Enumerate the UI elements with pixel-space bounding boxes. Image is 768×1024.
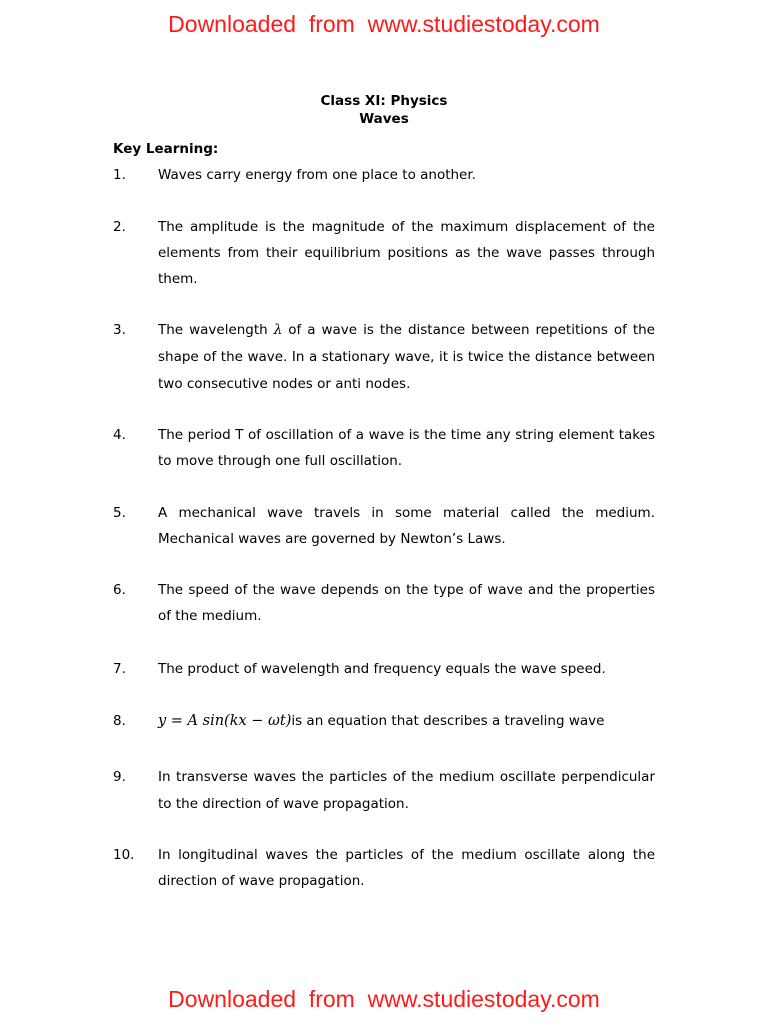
list-item-text: The amplitude is the magnitude of the maximum displacement of the elements from their equilibrium positions as the wave passes through them. — [158, 219, 655, 287]
wave-equation: y = A sin(kx − ωt) — [158, 713, 292, 729]
lambda-symbol: λ — [273, 322, 283, 338]
list-item-number: 5. — [113, 505, 126, 521]
list-item-number: 9. — [113, 769, 126, 785]
download-banner-bottom: Downloaded from www.studiestoday.com — [168, 986, 600, 1012]
list-item-text-before: The wavelength — [158, 322, 274, 338]
list-item-number: 1. — [113, 167, 126, 183]
list-item-text: The product of wavelength and frequency equals the wave speed. — [158, 661, 606, 677]
list-item-number: 3. — [113, 322, 126, 338]
list-item-text-after: is an equation that describes a traveling wave — [291, 713, 605, 729]
list-item-text: The period T of oscillation of a wave is the time any string element takes to move through one full oscillation. — [158, 427, 655, 469]
list-item-number: 8. — [113, 713, 126, 729]
list-item-number: 6. — [113, 582, 126, 598]
list-item-text: The speed of the wave depends on the type of wave and the properties of the medium. — [158, 582, 655, 624]
list-item-number: 7. — [113, 661, 126, 677]
key-learning-heading: Key Learning: — [113, 141, 219, 157]
list-item-text — [158, 317, 655, 398]
list-item-text-after: of a wave is the distance between repetitions of the shape of the wave. In a stationary wave, it is twice the distance between two consecutive nodes or anti nodes. — [158, 322, 655, 392]
document-subtitle: Waves — [359, 111, 409, 127]
document-title: Class XI: Physics — [320, 93, 448, 109]
list-item-text: In longitudinal waves the particles of the medium oscillate along the direction of wave propagation. — [158, 847, 655, 889]
list-item-text — [158, 708, 655, 734]
download-banner-top: Downloaded from www.studiestoday.com — [168, 11, 600, 37]
list-item-number: 4. — [113, 427, 126, 443]
list-item-number: 2. — [113, 219, 126, 235]
list-item-text: In transverse waves the particles of the medium oscillate perpendicular to the direction of wave propagation. — [158, 769, 655, 812]
list-item-text: A mechanical wave travels in some material called the medium. Mechanical waves are governed by Newton’s Laws. — [158, 505, 655, 547]
list-item-number: 10. — [113, 847, 135, 863]
list-item-text: Waves carry energy from one place to another. — [158, 167, 476, 183]
